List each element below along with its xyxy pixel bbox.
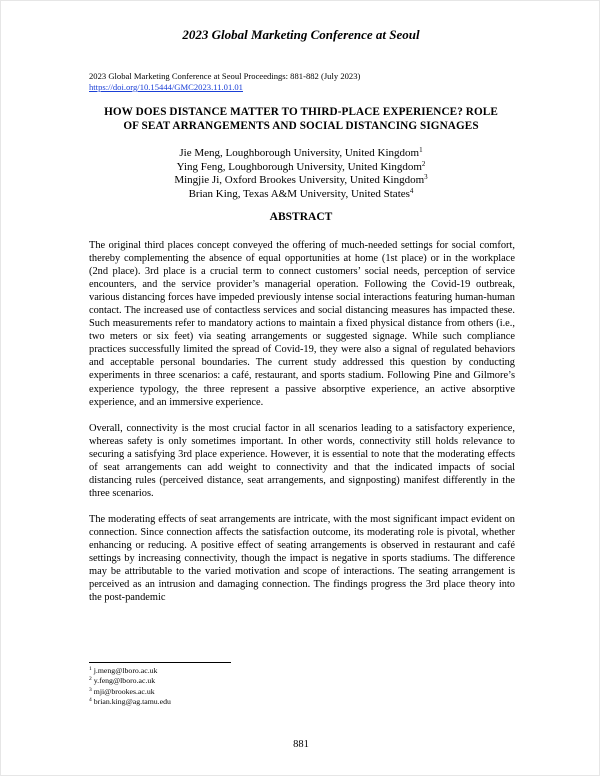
footnote-marker: 3 [424,173,428,182]
author-line [1,147,600,161]
proceedings-info [89,71,360,93]
abstract-paragraph: The moderating effects of seat arrangements are intricate, with the most significant impact evident on connection. Since connection affects the satisfaction outcome, its moderating role is pivotal, whether enhancing or reducing. A positive effect of seating arrangements is observed in restaurant and café settings by increasing connectivity, though the impact is negative in sports stadiums. The difference may be attributable to the varied motivation and scope of interactions. The seating arrangement is perceived as an intrusion and damaging connection. The findings progress the 3rd place theory into the post-pandemic [89,513,515,604]
abstract-heading: ABSTRACT [269,211,333,223]
footnote [89,687,171,697]
author-text: Jie Meng, Loughborough University, United Kingdom [179,147,420,159]
abstract-paragraph: The original third places concept conveyed the offering of much-needed settings for social comfort, thereby complementing the absence of equal opportunities at home (1st place) or in the workplace (2nd place). 3rd place is a crucial term to connect customers’ social needs, perception of service encounters, and the service provider’s managerial operation. Following the Covid-19 outbreak, various distancing forces have impeded previously intense social interactions featuring human-human contact. The increased use of contactless services and social distancing measures has impacted these. Such measurements refer to mandatory actions to maintain a fixed physical distance from others (i.e., two meters or six feet) via seating arrangements or suggested signage. While such compliance practices successfully limited the spread of Covid-19, they were also a signal of regulated behaviors and acceptable personal boundaries. The current study addressed this question by conducting experiments in three scenarios: a café, restaurant, and sports stadium. Following Pine and Gilmore’s experience typology, the three represent a passive absorptive experience, an active absorptive experience, and an immersive experience. [89,240,515,408]
footnote-email: j.meng@lboro.ac.uk [93,666,158,675]
running-header: 2023 Global Marketing Conference at Seoul [182,27,420,42]
footnote-marker: 1 [419,146,423,154]
paper-title [81,105,521,133]
footnote-email: brian.king@ag.tamu.edu [93,697,171,707]
footnote-marker: 2 [89,676,92,683]
author-line [1,188,600,202]
footnote-marker: 1 [89,666,92,672]
footnote-email: mji@brookes.ac.uk [93,686,155,696]
proceedings-citation: 2023 Global Marketing Conference at Seoul Proceedings: 881-882 (July 2023) [89,71,361,81]
author-list [1,147,600,201]
footnote-marker: 4 [89,697,92,704]
doi-link[interactable]: https://doi.org/10.15444/GMC2023.11.01.01 [89,82,243,92]
footnotes [89,666,171,708]
author-text: Mingjie Ji, Oxford Brookes University, United Kingdom [174,174,425,187]
footnote [89,697,171,707]
footnote [89,666,171,676]
footnote-marker: 2 [421,159,426,168]
paper-title-line: HOW DOES DISTANCE MATTER TO THIRD-PLACE EXPERIENCE? ROLE [104,106,498,118]
footnote [89,676,171,686]
author-text: Ying Feng, Loughborough University, United Kingdom [176,160,422,173]
page-number: 881 [293,739,309,750]
author-text: Brian King, Texas A&M University, United States [188,187,410,200]
paper-title-line: OF SEAT ARRANGEMENTS AND SOCIAL DISTANCING SIGNAGES [123,120,479,132]
author-line [1,174,600,188]
footnote-divider [89,662,231,663]
abstract-body [89,239,515,617]
footnote-marker: 3 [89,686,92,693]
footnote-email: y.feng@lboro.ac.uk [93,676,156,686]
footnote-marker: 4 [409,186,414,195]
abstract-paragraph: Overall, connectivity is the most crucial factor in all scenarios leading to a satisfactory experience, whereas safety is only sometimes important. In other words, connectivity still holds relevance to securing a satisfying 3rd place experience. However, it is essential to note that the moderating effects of seat arrangements can add weight to connectivity and that the indicated impacts of social distancing rules (perceived distance, seat arrangements, and signposting) manifest differently in the three scenarios. [89,422,515,499]
author-line [1,161,600,175]
